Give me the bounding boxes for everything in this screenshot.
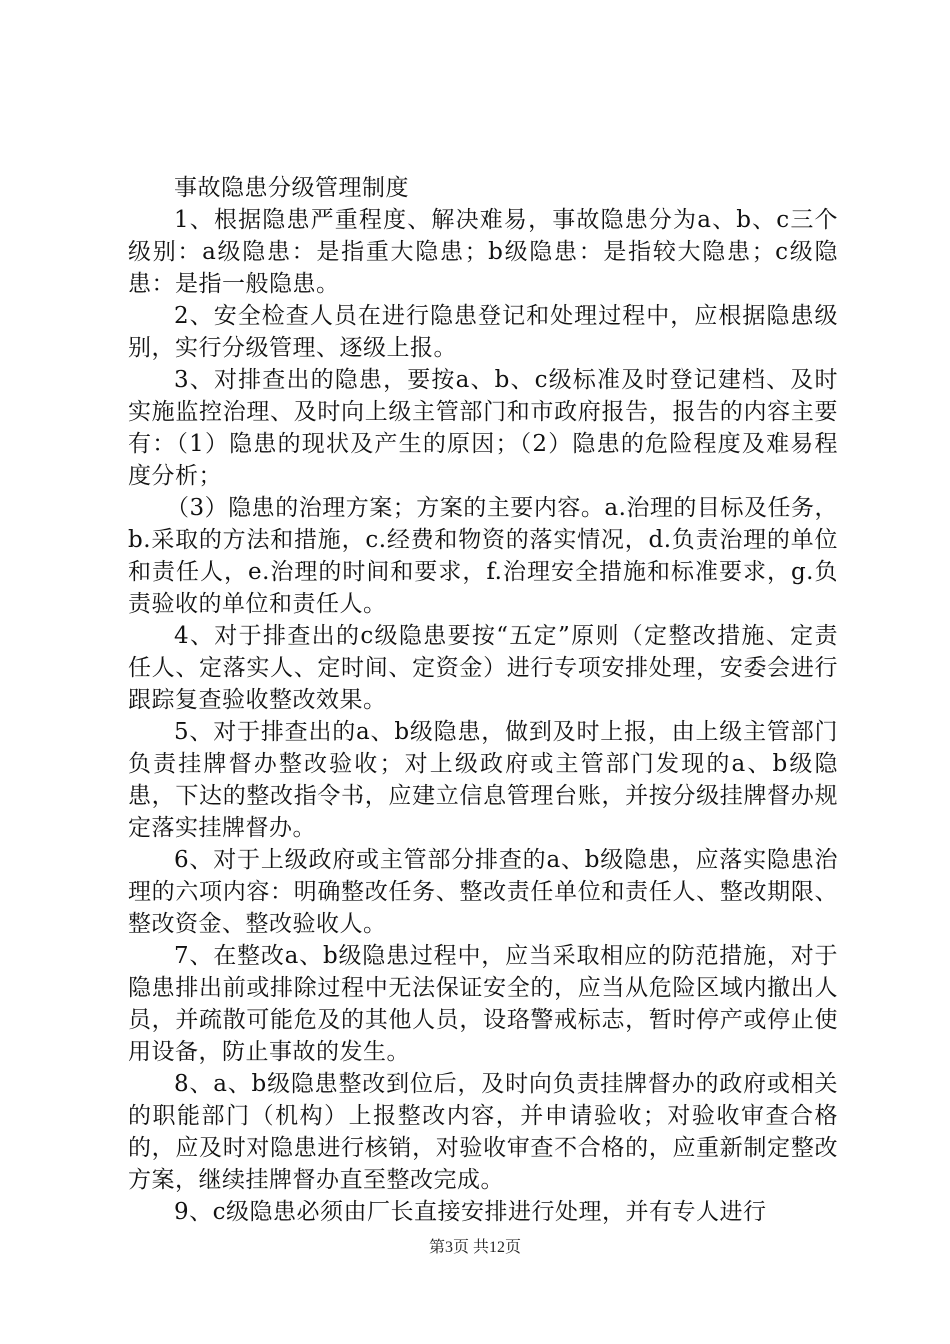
paragraph-7: 7、在整改a、b级隐患过程中，应当采取相应的防范措施，对于隐患排出前或排除过程中无法保证安全的，应当从危险区域内撤出人员，并疏散可能危及的其他人员，设珞警戒标志，暂时停产或停止使用设备，防止事故的发生。 bbox=[128, 943, 838, 1065]
document-body bbox=[128, 172, 838, 1228]
document-title: 事故隐患分级管理制度 bbox=[174, 175, 409, 201]
paragraph-3: 3、对排查出的隐患，要按a、b、c级标准及时登记建档、及时实施监控治理、及时向上级主管部门和市政府报告，报告的内容主要有：（1）隐患的现状及产生的原因；（2）隐患的危险程度及难易程度分析； bbox=[128, 367, 838, 489]
paragraph-9: 9、c级隐患必须由厂长直接安排进行处理，并有专人进行 bbox=[174, 1199, 767, 1225]
paragraph-1: 1、根据隐患严重程度、解决难易，事故隐患分为a、b、c三个级别：a级隐患：是指重大隐患；b级隐患：是指较大隐患；c级隐患：是指一般隐患。 bbox=[128, 207, 838, 297]
page-number: 第3页 共12页 bbox=[428, 1239, 521, 1256]
paragraph-3-continued: （3）隐患的治理方案；方案的主要内容。a.治理的目标及任务，b.采取的方法和措施，c.经费和物资的落实情况，d.负责治理的单位和责任人，e.治理的时间和要求，f.治理安全措施和标准要求，g.负责验收的单位和责任人。 bbox=[128, 495, 838, 617]
paragraph-2: 2、安全检查人员在进行隐患登记和处理过程中，应根据隐患级别，实行分级管理、逐级上报。 bbox=[128, 303, 838, 361]
paragraph-5: 5、对于排查出的a、b级隐患，做到及时上报，由上级主管部门负责挂牌督办整改验收；对上级政府或主管部门发现的a、b级隐患，下达的整改指令书，应建立信息管理台账，并按分级挂牌督办规定落实挂牌督办。 bbox=[128, 719, 838, 841]
paragraph-8: 8、a、b级隐患整改到位后，及时向负责挂牌督办的政府或相关的职能部门（机构）上报整改内容，并申请验收；对验收审查合格的，应及时对隐患进行核销，对验收审查不合格的，应重新制定整改方案，继续挂牌督办直至整改完成。 bbox=[128, 1071, 838, 1193]
paragraph-6: 6、对于上级政府或主管部分排查的a、b级隐患，应落实隐患治理的六项内容：明确整改任务、整改责任单位和责任人、整改期限、整改资金、整改验收人。 bbox=[128, 847, 838, 937]
paragraph-4: 4、对于排查出的c级隐患要按“五定”原则（定整改措施、定责任人、定落实人、定时间、定资金）进行专项安排处理，安委会进行跟踪复查验收整改效果。 bbox=[128, 623, 838, 713]
